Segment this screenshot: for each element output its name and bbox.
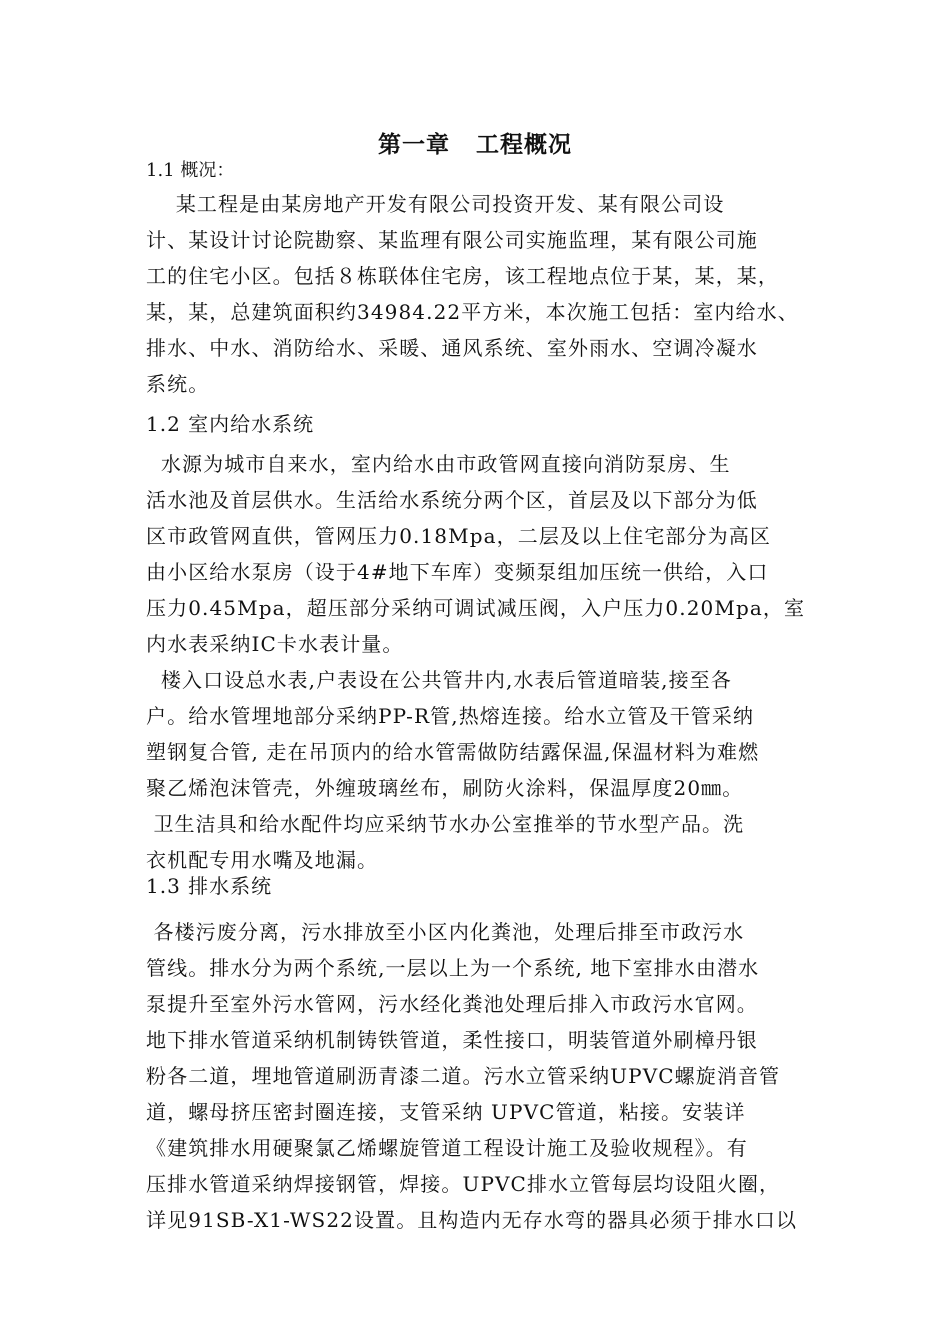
text-line: 管线。排水分为两个系统,一层以上为一个系统, 地下室排水由潜水 [146,956,760,980]
overview-text [146,186,814,402]
text-line: 由小区给水泵房（设于4#地下车库）变频泵组加压统一供给，入口 [146,560,769,584]
chapter-name: 工程概况 [476,131,572,158]
text-line: 详见91SB-X1-WS22设置。且构造内无存水弯的器具必须于排水口以 [146,1208,798,1232]
water-supply-paragraph-1 [146,446,814,662]
text-line: 楼入口设总水表,户表设在公共管井内,水表后管道暗装,接至各 [146,668,732,692]
text-line: 地下排水管道采纳机制铸铁管道，柔性接口，明装管道外刷樟丹银 [146,1028,758,1052]
text-line: 工的住宅小区。包括８栋联体住宅房，该工程地点位于某，某，某， [146,264,779,288]
text-line: 内水表采纳IC卡水表计量。 [146,632,404,656]
text-line: 压排水管道采纳焊接钢管，焊接。UPVC排水立管每层均设阻火圈， [146,1172,781,1196]
section-heading-overview: 1.1 概况： [146,160,235,181]
text-line: 某工程是由某房地产开发有限公司投资开发、某有限公司设 [146,192,725,216]
text-line: 粉各二道，埋地管道刷沥青漆二道。污水立管采纳UPVC螺旋消音管 [146,1064,781,1088]
text-line: 户。给水管埋地部分采纳PP-R管,热熔连接。给水立管及干管采纳 [146,704,755,728]
text-line: 《建筑排水用硬聚氯乙烯螺旋管道工程设计施工及验收规程》。有 [146,1136,748,1160]
drainage-paragraph [146,914,814,1238]
text-line: 聚乙烯泡沫管壳，外缠玻璃丝布，刷防火涂料，保温厚度20㎜。 [146,776,744,800]
text-line: 区市政管网直供，管网压力0.18Mpa，二层及以上住宅部分为高区 [146,524,771,548]
text-line: 压力0.45Mpa，超压部分采纳可调试减压阀，入户压力0.20Mpa，室 [146,596,806,620]
text-line: 各楼污废分离，污水排放至小区内化粪池，处理后排至市政污水 [146,920,745,944]
section-heading-drainage: 1.3 排水系统 [146,874,273,898]
text-line: 道，螺母挤压密封圈连接，支管采纳 UPVC管道，粘接。安装详 [146,1100,746,1124]
chapter-title [0,126,950,159]
text-line: 塑钢复合管, 走在吊顶内的给水管需做防结露保温,保温材料为难燃 [146,740,760,764]
text-line: 卫生洁具和给水配件均应采纳节水办公室推举的节水型产品。洗 [146,812,745,836]
text-line: 泵提升至室外污水管网，污水经化粪池处理后排入市政污水官网。 [146,992,758,1016]
text-line: 衣机配专用水嘴及地漏。 [146,848,379,872]
text-line: 计、某设计讨论院勘察、某监理有限公司实施监理，某有限公司施 [146,228,758,252]
overview-paragraph [146,186,814,402]
text-line: 活水池及首层供水。生活给水系统分两个区，首层及以下部分为低 [146,488,758,512]
text-line: 系统。 [146,372,210,396]
text-line: 排水、中水、消防给水、采暖、通风系统、室外雨水、空调冷凝水 [146,336,758,360]
chapter-number: 第一章 [378,131,450,158]
section-heading-water-supply: 1.2 室内给水系统 [146,412,315,436]
water-supply-paragraph-2 [146,662,814,806]
text-line: 某，某，总建筑面积约34984.22平方米，本次施工包括：室内给水、 [146,300,799,324]
text-line: 水源为城市自来水，室内给水由市政管网直接向消防泵房、生 [146,452,731,476]
